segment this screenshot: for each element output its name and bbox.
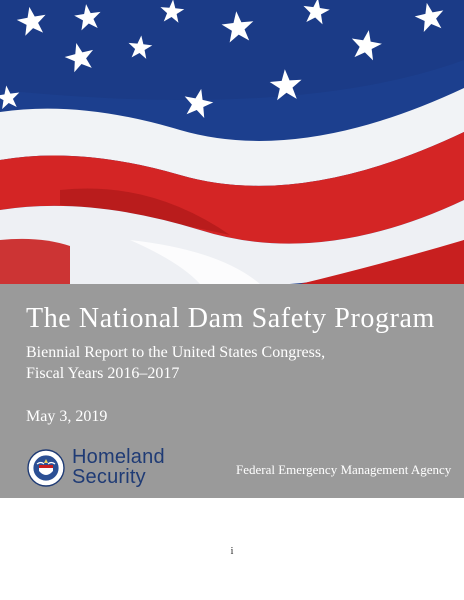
- agency-name: Federal Emergency Management Agency: [236, 462, 452, 477]
- logo-word-homeland: Homeland: [72, 446, 165, 468]
- homeland-security-logo: [72, 447, 165, 487]
- logo-word-security: Security: [72, 466, 146, 488]
- subtitle-line-2: Fiscal Years 2016–2017: [26, 365, 180, 382]
- report-title: The National Dam Safety Program: [26, 303, 435, 334]
- american-flag-image: [0, 0, 464, 284]
- report-subtitle: [26, 342, 446, 384]
- page-number: i: [230, 546, 234, 557]
- subtitle-line-1: Biennial Report to the United States Congress,: [26, 344, 326, 361]
- report-date: May 3, 2019: [26, 408, 108, 425]
- dhs-seal-icon: [27, 449, 65, 487]
